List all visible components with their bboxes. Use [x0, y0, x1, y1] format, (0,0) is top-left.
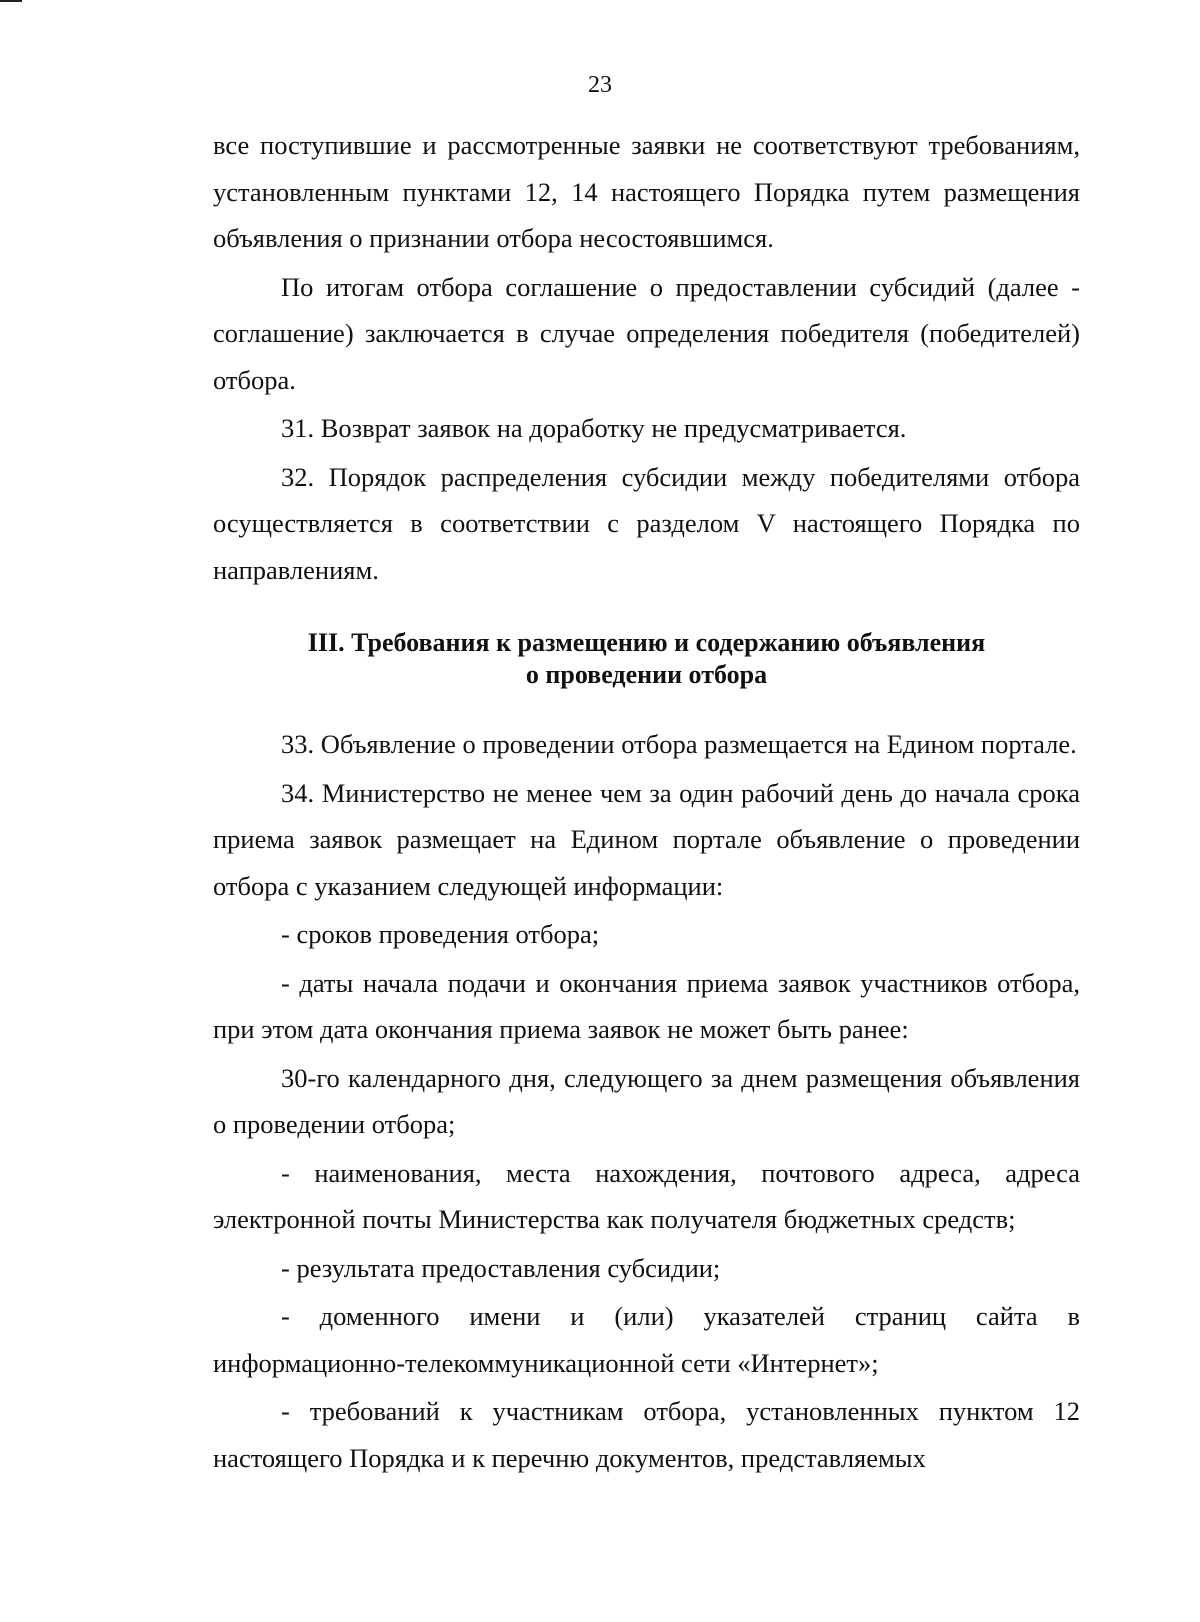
list-item: - доменного имени и (или) указателей страниц сайта в информационно-телекоммуникационной сети «Интернет»; — [213, 1301, 1080, 1378]
section-heading-line-2: о проведении отбора — [525, 660, 768, 689]
list-item: - требований к участникам отбора, установленных пунктом 12 настоящего Порядка и к перечню документов, представляемых — [213, 1396, 1080, 1473]
paragraph: 34. Министерство не менее чем за один рабочий день до начала срока приема заявок размещает на Едином портале объявление о проведении отбора с указанием следующей информации: — [213, 777, 1080, 901]
page-number: 23 — [588, 72, 612, 98]
paragraph: 30-го календарного дня, следующего за днем размещения объявления о проведении отбора; — [213, 1062, 1080, 1139]
section-heading — [213, 627, 1080, 691]
paragraph: 32. Порядок распределения субсидии между победителями отбора осуществляется в соответствии с разделом V настоящего Порядка по направлениям. — [213, 461, 1080, 585]
list-item: - сроков проведения отбора; — [281, 919, 600, 949]
paragraph: все поступившие и рассмотренные заявки не соответствуют требованиям, установленным пунктами 12, 14 настоящего Порядка путем размещения объявления о признании отбора несостоявшимся. — [213, 130, 1080, 253]
paragraph: 33. Объявление о проведении отбора размещается на Едином портале. — [281, 729, 1077, 759]
paragraph: По итогам отбора соглашение о предоставлении субсидий (далее - соглашение) заключается в случае определения победителя (победителей) отбора. — [213, 271, 1080, 395]
list-item: - наименования, места нахождения, почтового адреса, адреса электронной почты Министерства как получателя бюджетных средств; — [213, 1157, 1080, 1234]
paragraph: 31. Возврат заявок на доработку не предусматривается. — [281, 413, 907, 443]
list-item: - даты начала подачи и окончания приема заявок участников отбора, при этом дата окончания приема заявок не может быть ранее: — [213, 967, 1080, 1044]
scan-edge-mark — [0, 0, 22, 2]
list-item: - результата предоставления субсидии; — [281, 1252, 721, 1283]
section-heading-line-1: III. Требования к размещению и содержанию объявления — [307, 628, 986, 657]
document-body — [213, 122, 1080, 1481]
